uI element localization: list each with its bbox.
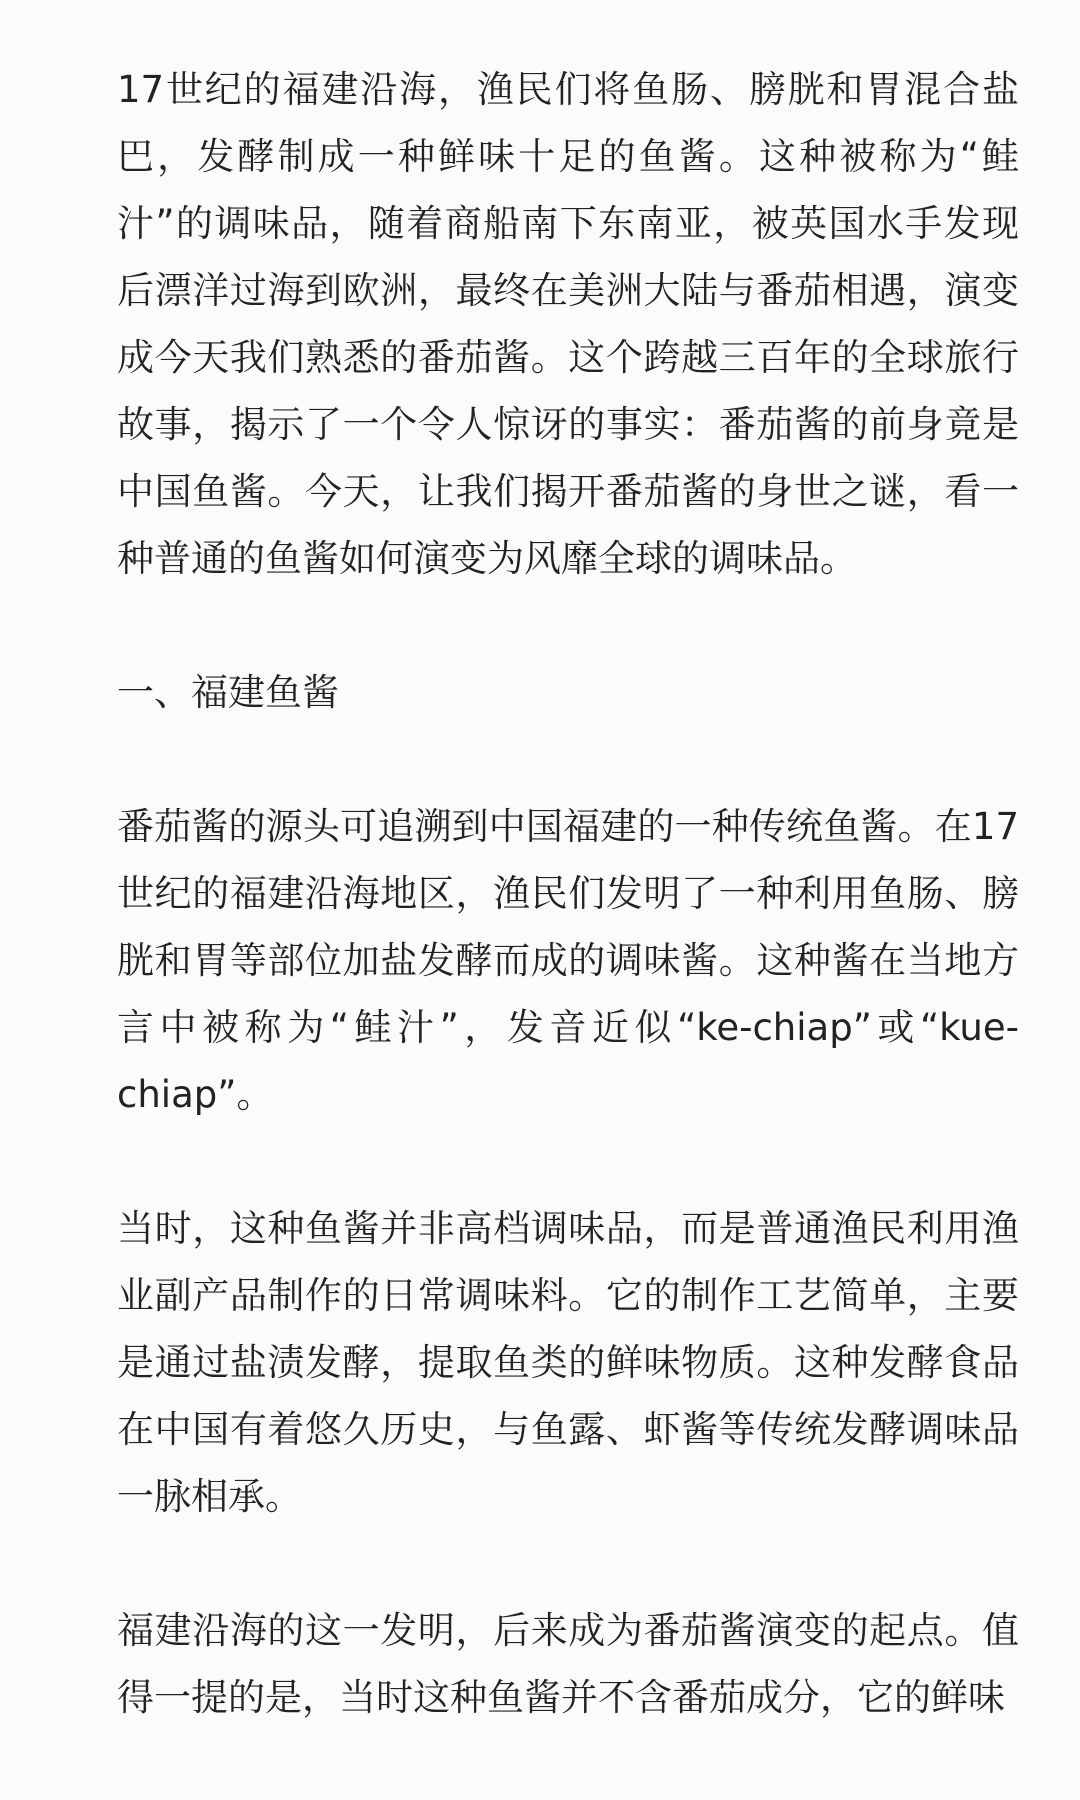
intro-paragraph: 17世纪的福建沿海，渔民们将鱼肠、膀胱和胃混合盐巴，发酵制成一种鲜味十足的鱼酱。这种被称为“鲑汁”的调味品，随着商船南下东南亚，被英国水手发现后漂洋过海到欧洲，最终在美洲大陆与番茄相遇，演变成今天我们熟悉的番茄酱。这个跨越三百年的全球旅行故事，揭示了一个令人惊讶的事实：番茄酱的前身竟是中国鱼酱。今天，让我们揭开番茄酱的身世之谜，看一种普通的鱼酱如何演变为风靡全球的调味品。 xyxy=(117,68,1019,580)
section-paragraph-1: 番茄酱的源头可追溯到中国福建的一种传统鱼酱。在17世纪的福建沿海地区，渔民们发明了一种利用鱼肠、膀胱和胃等部位加盐发酵而成的调味酱。这种酱在当地方言中被称为“鲑汁”，发音近似“ke-chiap”或“kue-chiap”。 xyxy=(117,805,1019,1116)
section-paragraph-2: 当时，这种鱼酱并非高档调味品，而是普通渔民利用渔业副产品制作的日常调味料。它的制作工艺简单，主要是通过盐渍发酵，提取鱼类的鲜味物质。这种发酵食品在中国有着悠久历史，与鱼露、虾酱等传统发酵调味品一脉相承。 xyxy=(117,1207,1019,1518)
section-paragraph-3: 福建沿海的这一发明，后来成为番茄酱演变的起点。值得一提的是，当时这种鱼酱并不含番茄成分，它的鲜味 xyxy=(117,1609,1019,1719)
section-heading: 一、福建鱼酱 xyxy=(117,671,339,714)
